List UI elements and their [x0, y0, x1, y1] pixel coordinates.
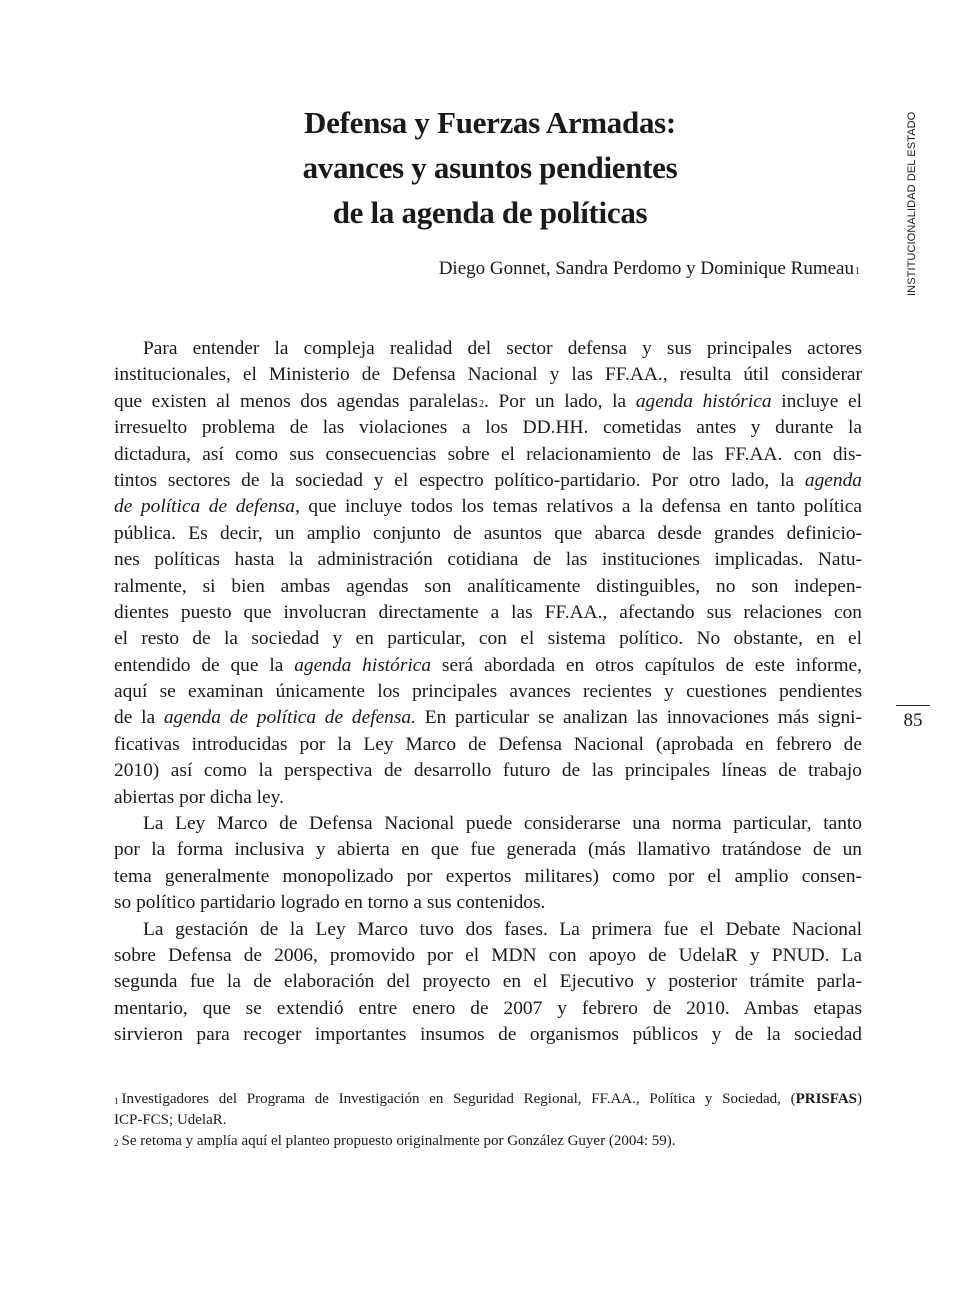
- chapter-title: [200, 100, 780, 235]
- text-line: dictadura, así como sus consecuencias sobre el relacionamiento de las FF.AA. con dis-: [114, 443, 862, 465]
- text-line: que existen al menos dos agendas paralelas$^2$. Por un lado, la agenda histórica incluye el: [114, 390, 863, 412]
- footnotes: [114, 1089, 862, 1152]
- text-line: sirvieron para recoger importantes insumos de organismos públicos y de la sociedad: [114, 1024, 862, 1046]
- text-line: pública. Es decir, un amplio conjunto de asuntos que abarca desde grandes definicio-: [114, 522, 862, 544]
- authors-line: [300, 256, 860, 282]
- authors-names: Diego Gonnet, Sandra Perdomo y Dominique Rumeau: [438, 258, 854, 279]
- text-line: nes políticas hasta la administración cotidiana de las instituciones implicadas. Natu-: [114, 549, 862, 571]
- chapter-title-line: avances y asuntos pendientes: [302, 150, 678, 185]
- footnote-2: $^2$ Se retoma y amplía aquí el planteo propuesto originalmente por González Guyer (2004: 59).: [114, 1133, 676, 1149]
- text-line: institucionales, el Ministerio de Defensa Nacional y las FF.AA., resulta útil considerar: [114, 364, 862, 386]
- text-line: abiertas por dicha ley.: [114, 786, 284, 808]
- text-line: sobre Defensa de 2006, promovido por el MDN con apoyo de UdelaR y PNUD. La: [114, 944, 862, 966]
- text-line: tintos sectores de la sociedad y el espectro político-partidario. Por otro lado, la agenda: [114, 469, 862, 491]
- page-number-rule: [896, 705, 930, 706]
- text-line: el resto de la sociedad y en particular, con el sistema político. No obstante, en el: [114, 628, 862, 650]
- text-line: La Ley Marco de Defensa Nacional puede considerarse una norma particular, tanto: [143, 813, 862, 835]
- text-line: tema generalmente monopolizado por expertos militares) como por el amplio consen-: [114, 865, 862, 887]
- footnote-ref: 1: [855, 266, 860, 277]
- text-line: segunda fue la de elaboración del proyecto en el Ejecutivo y posterior trámite parla-: [114, 971, 862, 993]
- text-line: 2010) así como la perspectiva de desarrollo futuro de las principales líneas de trabajo: [114, 760, 862, 782]
- text-line: dientes puesto que involucran directamente a las FF.AA., afectando sus relaciones con: [114, 601, 862, 623]
- footnote-1-cont: ICP-FCS; UdelaR.: [114, 1112, 227, 1128]
- text-line: mentario, que se extendió entre enero de 2007 y febrero de 2010. Ambas etapas: [114, 997, 862, 1019]
- section-side-label: INSTITUCIONALIDAD DEL ESTADO: [906, 111, 918, 296]
- text-line: ficativas introducidas por la Ley Marco de Defensa Nacional (aprobada en febrero de: [114, 733, 862, 755]
- chapter-title-line: de la agenda de políticas: [332, 195, 648, 230]
- text-line: ralmente, si bien ambas agendas son analíticamente distinguibles, no son indepen-: [114, 575, 862, 597]
- page-number: 85: [903, 710, 923, 731]
- chapter-title-line: Defensa y Fuerzas Armadas:: [304, 105, 676, 140]
- text-line: so político partidario logrado en torno a sus contenidos.: [114, 892, 546, 914]
- footnote-ref: 2: [478, 398, 484, 410]
- body-text: [114, 336, 862, 1049]
- text-line: de la agenda de política de defensa. En particular se analizan las innovaciones más signi-: [114, 707, 862, 729]
- text-line: Para entender la compleja realidad del sector defensa y sus principales actores: [143, 338, 862, 359]
- text-line: de política de defensa, que incluye todos los temas relativos a la defensa en tanto política: [114, 496, 863, 518]
- text-line: por la forma inclusiva y abierta en que fue generada (más llamativo tratándose de un: [114, 839, 862, 861]
- text-line: aquí se examinan únicamente los principales avances recientes y cuestiones pendientes: [114, 681, 862, 703]
- text-line: irresuelto problema de las violaciones a los DD.HH. cometidas antes y durante la: [114, 417, 862, 439]
- text-line: entendido de que la agenda histórica será abordada en otros capítulos de este informe,: [114, 654, 862, 676]
- footnote-1: $^1$ Investigadores del Programa de Investigación en Seguridad Regional, FF.AA., Política y Sociedad, (PRISFAS): [114, 1091, 862, 1107]
- text-line: La gestación de la Ley Marco tuvo dos fases. La primera fue el Debate Nacional: [143, 918, 862, 940]
